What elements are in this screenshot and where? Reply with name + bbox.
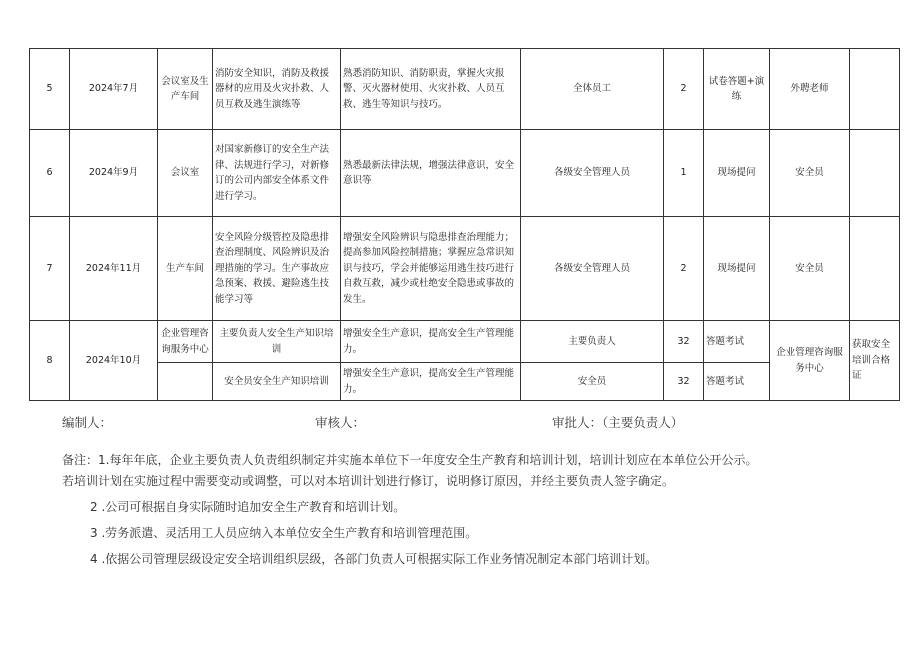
training-teacher: 安全员 — [770, 217, 850, 321]
training-location: 会议室及生产车间 — [158, 49, 213, 130]
training-method: 答题考试 — [704, 363, 770, 401]
training-remark — [850, 217, 900, 321]
prepared-by-label: 编制人： — [62, 415, 113, 430]
training-goal: 熟悉最新法律法规，增强法律意识，安全意识等 — [341, 130, 521, 217]
training-method: 答题考试 — [704, 321, 770, 363]
training-teacher: 外聘老师 — [770, 49, 850, 130]
training-date: 2024年9月 — [70, 130, 158, 217]
training-date: 2024年10月 — [70, 321, 158, 401]
training-remark: 获取安全培训合格证 — [850, 321, 900, 401]
training-location: 生产车间 — [158, 217, 213, 321]
approved-by-label: 审批人：（主要负责人） — [552, 415, 684, 430]
training-hours: 32 — [664, 363, 704, 401]
training-content: 消防安全知识，消防及救援器材的应用及火灾扑救、人员互救及逃生演练等 — [213, 49, 341, 130]
note-4: 4 .依据公司管理层级设定安全培训组织层级，各部门负责人可根据实际工作业务情况制定本部门培训计划。 — [90, 552, 658, 566]
training-target: 安全员 — [521, 363, 664, 401]
training-method: 现场提问 — [704, 217, 770, 321]
table-row — [30, 130, 900, 217]
row-number: 7 — [30, 217, 70, 321]
training-goal: 增强安全风险辨识与隐患排查治理能力；提高参加风险控制措施；掌握应急常识知识与技巧，学会并能够运用逃生技巧进行自救互救，减少或杜绝安全隐患或事故的发生。 — [341, 217, 521, 321]
row-number: 5 — [30, 49, 70, 130]
training-method: 现场提问 — [704, 130, 770, 217]
training-location: 会议室 — [158, 130, 213, 217]
training-hours: 2 — [664, 49, 704, 130]
training-hours: 1 — [664, 130, 704, 217]
table-row — [30, 321, 900, 363]
note-1-text: 1.每年年底，企业主要负责人负责组织制定并实施本单位下一年度安全生产教育和培训计划，培训计划应在本单位公开公示。 — [98, 453, 758, 467]
note-3: 3 .劳务派遣、灵活用工人员应纳入本单位安全生产教育和培训管理范围。 — [90, 526, 478, 540]
note-1-continuation: 若培训计划在实施过程中需要变动或调整，可以对本培训计划进行修订，说明修订原因，并经主要负责人签字确定。 — [62, 474, 675, 488]
training-content: 对国家新修订的安全生产法律、法规进行学习，对新修订的公司内部安全体系文件进行学习。 — [213, 130, 341, 217]
training-goal: 熟悉消防知识、消防职责，掌握火灾报警、灭火器材使用、火灾扑救、人员互救、逃生等知识与技巧。 — [341, 49, 521, 130]
training-teacher: 安全员 — [770, 130, 850, 217]
training-location — [158, 363, 213, 401]
training-date: 2024年7月 — [70, 49, 158, 130]
table-row — [30, 217, 900, 321]
training-location: 企业管理咨询服务中心 — [158, 321, 213, 363]
training-content: 安全员安全生产知识培训 — [213, 363, 341, 401]
training-target: 各级安全管理人员 — [521, 130, 664, 217]
training-content: 主要负责人安全生产知识培训 — [213, 321, 341, 363]
training-goal: 增强安全生产意识，提高安全生产管理能力。 — [341, 321, 521, 363]
table-row — [30, 49, 900, 130]
remarks-section — [62, 450, 892, 570]
training-hours: 32 — [664, 321, 704, 363]
training-target: 全体员工 — [521, 49, 664, 130]
training-plan-table — [29, 48, 900, 401]
training-target: 各级安全管理人员 — [521, 217, 664, 321]
training-date: 2024年11月 — [70, 217, 158, 321]
note-1 — [62, 450, 892, 471]
training-target: 主要负责人 — [521, 321, 664, 363]
remarks-label: 备注： — [62, 453, 99, 467]
training-remark — [850, 130, 900, 217]
row-number: 8 — [30, 321, 70, 401]
training-goal: 增强安全生产意识，提高安全生产管理能力。 — [341, 363, 521, 401]
table-row — [30, 363, 900, 401]
training-method: 试卷答题+演练 — [704, 49, 770, 130]
training-content: 安全风险分级管控及隐患排查治理制度、风险辨识及治理措施的学习。生产事故应急预案、救援、避险逃生技能学习等 — [213, 217, 341, 321]
training-hours: 2 — [664, 217, 704, 321]
reviewed-by-label: 审核人： — [315, 415, 366, 430]
note-2: 2 .公司可根据自身实际随时追加安全生产教育和培训计划。 — [90, 500, 406, 514]
training-remark — [850, 49, 900, 130]
signature-line — [62, 413, 902, 433]
row-number: 6 — [30, 130, 70, 217]
training-teacher: 企业管理咨询服务中心 — [770, 321, 850, 401]
